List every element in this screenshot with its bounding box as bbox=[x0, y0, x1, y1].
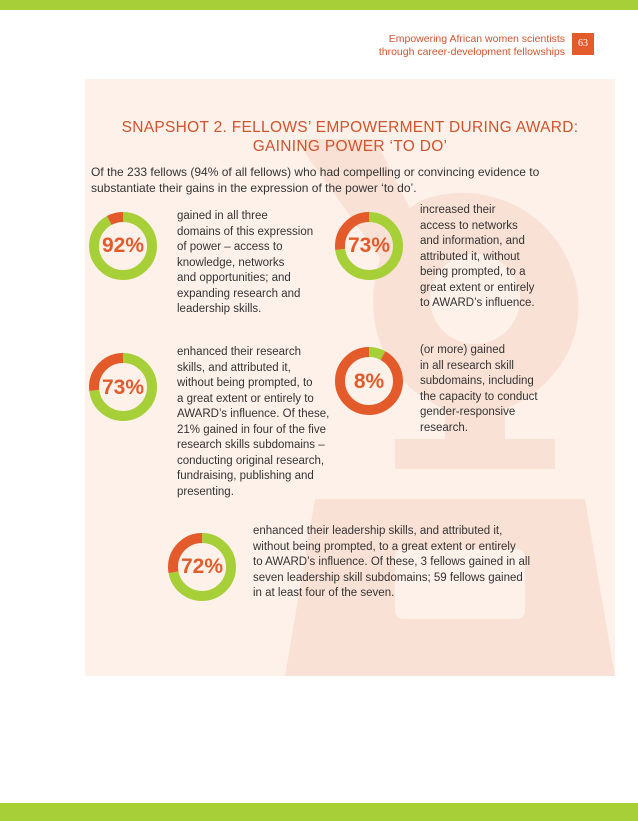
snapshot-title bbox=[85, 118, 615, 156]
stat-description-line: and opportunities; and bbox=[177, 272, 291, 284]
stat-description-line: without being prompted, to a great extent or entirely bbox=[253, 540, 516, 553]
snapshot-title-line-2: GAINING POWER ‘TO DO’ bbox=[252, 138, 448, 155]
stat-description-line: increased their bbox=[420, 204, 496, 216]
stat-description-line: to AWARD’s influence. Of these, 3 fellows gained in all bbox=[253, 556, 530, 568]
stat-description-line: fundraising, publishing and bbox=[177, 470, 314, 482]
stat-description-line: subdomains, including bbox=[420, 375, 534, 387]
stat-description bbox=[420, 203, 535, 312]
stat-percentage: 72% bbox=[180, 555, 224, 578]
stat-description-line: 21% gained in four of the five bbox=[177, 423, 326, 436]
stat-description-line: attributed it, without bbox=[420, 250, 520, 263]
stat-description-line: enhanced their leadership skills, and attributed it, bbox=[253, 525, 503, 537]
stat-description-line: knowledge, networks bbox=[177, 256, 285, 269]
stat-description-line: of power – access to bbox=[177, 241, 283, 253]
stat-percentage: 8% bbox=[353, 370, 385, 393]
snapshot-intro: Of the 233 fellows (94% of all fellows) who had compelling or convincing evidence to substantiate their gains in the expression of the power ‘to do’. bbox=[91, 165, 540, 195]
snapshot-title-line-1: SNAPSHOT 2. FELLOWS’ EMPOWERMENT DURING AWARD: bbox=[121, 119, 579, 136]
running-header bbox=[379, 33, 565, 59]
top-accent-bar bbox=[0, 0, 638, 10]
stat-description-line: (or more) gained bbox=[420, 344, 506, 356]
stat-description-line: being prompted, to a bbox=[420, 266, 526, 278]
stat-description-line: to AWARD’s influence. bbox=[420, 297, 535, 309]
stat-description-line: without being prompted, to bbox=[177, 377, 313, 389]
stat-description-line: enhanced their research bbox=[177, 346, 302, 358]
stat-description bbox=[177, 209, 313, 318]
stat-description-line: leadership skills. bbox=[177, 303, 262, 315]
stat-description-line: skills, and attributed it, bbox=[177, 361, 291, 374]
stat-description-line: in all research skill bbox=[420, 359, 514, 372]
stat-description-line: great extent or entirely bbox=[420, 281, 535, 294]
stat-description-line: expanding research and bbox=[177, 287, 301, 300]
stat-percentage: 73% bbox=[101, 376, 145, 399]
stat-percentage: 73% bbox=[347, 234, 391, 257]
stat-description-line: research skills subdomains – bbox=[177, 439, 325, 451]
stat-description-line: the capacity to conduct bbox=[420, 390, 538, 403]
stat-description-line: gained in all three bbox=[177, 210, 268, 222]
stat-description-line: a great extent or entirely to bbox=[177, 392, 314, 405]
running-header-line-2: through career-development fellowships bbox=[378, 46, 565, 58]
stat-description-line: presenting. bbox=[177, 485, 234, 498]
stat-description-line: and information, and bbox=[420, 235, 525, 247]
stat-description bbox=[253, 524, 530, 602]
stat-description-line: access to networks bbox=[420, 219, 518, 232]
stat-description-line: gender-responsive bbox=[420, 406, 516, 418]
page-number: 63 bbox=[572, 33, 594, 55]
running-header-line-1: Empowering African women scientists bbox=[388, 33, 565, 45]
stat-description-line: seven leadership skill subdomains; 59 fellows gained bbox=[253, 571, 523, 584]
bottom-accent-bar bbox=[0, 803, 638, 821]
stat-description bbox=[420, 343, 538, 436]
stat-percentage: 92% bbox=[101, 234, 145, 257]
stat-description bbox=[177, 345, 329, 500]
stat-description-line: research. bbox=[420, 421, 468, 434]
stat-description-line: in at least four of the seven. bbox=[253, 587, 395, 599]
stat-description-line: AWARD’s influence. Of these, bbox=[177, 408, 330, 420]
stat-description-line: domains of this expression bbox=[177, 225, 314, 238]
stat-description-line: conducting original research, bbox=[177, 454, 325, 467]
